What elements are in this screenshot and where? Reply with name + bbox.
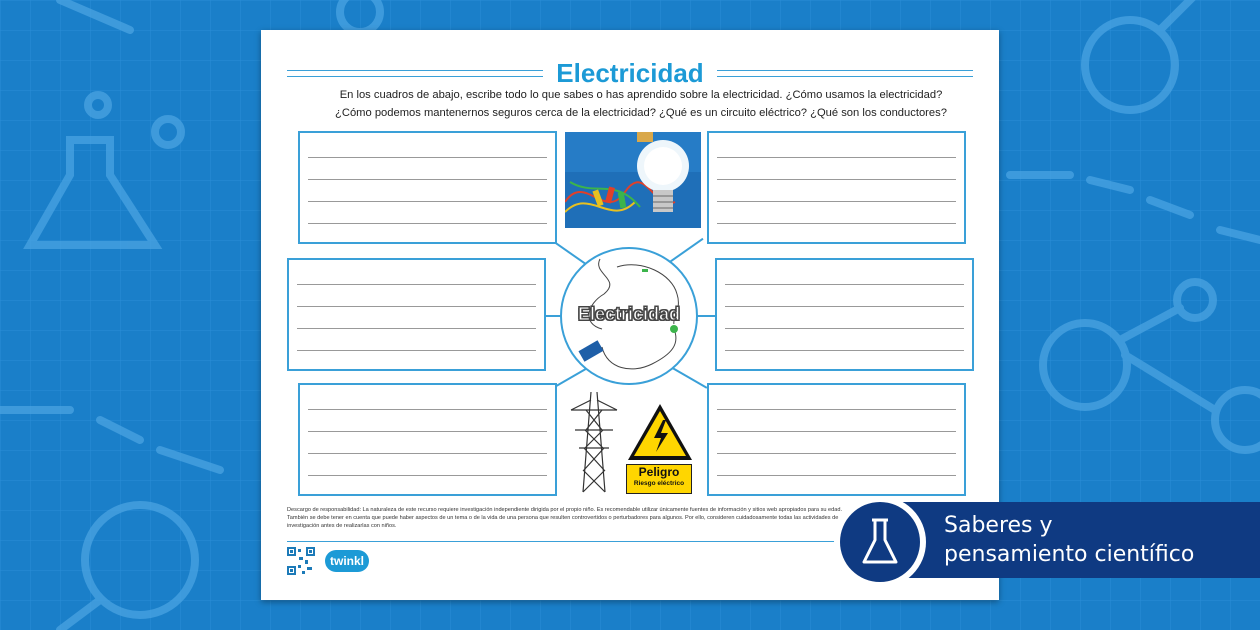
badge-circle bbox=[834, 496, 926, 588]
qr-code-icon[interactable] bbox=[287, 547, 315, 575]
writing-box-top-left[interactable] bbox=[298, 131, 557, 244]
writing-box-mid-left[interactable] bbox=[287, 258, 546, 371]
danger-sign-subtitle: Riesgo eléctrico bbox=[633, 480, 685, 487]
center-circle bbox=[560, 247, 698, 385]
connector-mid-left bbox=[545, 315, 561, 317]
electricity-pylon-icon bbox=[569, 388, 619, 496]
bulb-icon bbox=[670, 325, 678, 333]
center-label: Electricidad bbox=[577, 304, 681, 324]
battery-icon bbox=[578, 340, 603, 361]
flask-icon bbox=[840, 502, 920, 582]
instructions-line-2: ¿Cómo podemos mantenernos seguros cerca de la electricidad? ¿Qué es un circuito eléctrico? ¿Qué son los conductores? bbox=[335, 107, 947, 119]
instructions-line-1: En los cuadros de abajo, escribe todo lo que sabes o has aprendido sobre la electricidad. ¿Cómo usamos la electricidad? bbox=[339, 89, 943, 101]
page-title: Electricidad bbox=[287, 58, 973, 89]
twinkl-logo[interactable]: twinkl bbox=[325, 550, 369, 572]
writing-box-bottom-left[interactable] bbox=[298, 383, 557, 496]
writing-box-bottom-right[interactable] bbox=[707, 383, 966, 496]
danger-sign bbox=[626, 464, 692, 494]
badge-text bbox=[944, 511, 1194, 569]
title-row bbox=[287, 60, 973, 88]
instructions bbox=[321, 86, 961, 122]
disclaimer: Descargo de responsabilidad: La naturaleza de este recurso requiere investigación independiente dirigida por el propio niño. Es recomendable utilizar únicamente fuentes de información y sitios web apropiados para su edad. También se debe tener en cuenta que puede haber aspectos de un tema o de la vida de una persona que resulten controvertidos o perturbadores para algunos. Por ello, consideren cuidadosamente todas las actividades de investigación antes de realizarlas con niños. bbox=[287, 507, 843, 529]
badge-line-2: pensamiento científico bbox=[944, 542, 1195, 567]
danger-sign-title: Peligro bbox=[638, 465, 680, 479]
connector-mid-right bbox=[697, 315, 717, 317]
lightbulb-wires-photo bbox=[565, 132, 701, 228]
category-badge bbox=[834, 496, 1260, 586]
badge-line-1: Saberes y bbox=[944, 513, 1053, 538]
writing-box-top-right[interactable] bbox=[707, 131, 966, 244]
writing-box-mid-right[interactable] bbox=[715, 258, 974, 371]
high-voltage-warning-icon bbox=[626, 402, 694, 464]
